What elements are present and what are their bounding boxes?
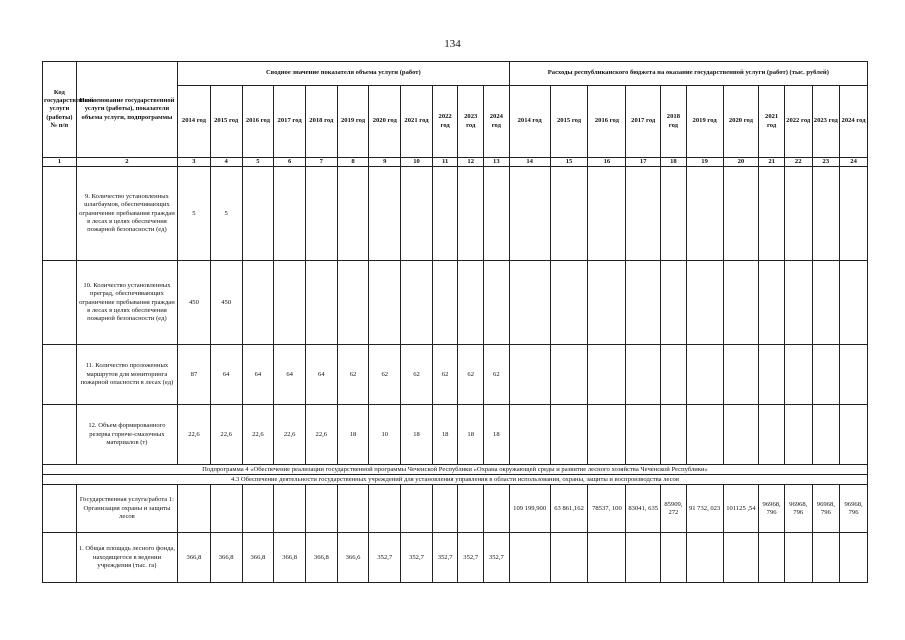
budget-cell: 63 861,162 xyxy=(550,485,588,533)
budget-cell xyxy=(840,405,868,465)
budget-cell xyxy=(661,261,687,345)
budget-cell: 109 199,900 xyxy=(509,485,550,533)
volume-cell xyxy=(305,485,337,533)
column-number: 1 xyxy=(43,158,77,167)
volume-cell xyxy=(274,485,306,533)
column-number: 8 xyxy=(337,158,369,167)
budget-cell xyxy=(661,345,687,405)
year-header-volume: 2021 год xyxy=(401,86,433,158)
year-header-budget: 2021 год xyxy=(759,86,785,158)
volume-cell xyxy=(401,261,433,345)
column-number: 2 xyxy=(76,158,177,167)
year-header-budget: 2024 год xyxy=(840,86,868,158)
column-number: 20 xyxy=(723,158,759,167)
year-header-volume: 2019 год xyxy=(337,86,369,158)
table-row xyxy=(43,345,868,405)
budget-cell xyxy=(588,345,626,405)
budget-cell xyxy=(661,167,687,261)
year-header-volume: 2023 год xyxy=(458,86,484,158)
table-row xyxy=(43,167,868,261)
column-number: 17 xyxy=(626,158,661,167)
column-number: 3 xyxy=(178,158,211,167)
row-name: Государственная услуга/работа 1: Организация охраны и защиты лесов xyxy=(76,485,177,533)
column-number: 6 xyxy=(274,158,306,167)
volume-cell: 352,7 xyxy=(401,533,433,583)
volume-cell: 64 xyxy=(274,345,306,405)
year-header-volume: 2017 год xyxy=(274,86,306,158)
budget-cell xyxy=(550,405,588,465)
volume-cell: 18 xyxy=(484,405,510,465)
row-name: 9. Количество установленных шлагбаумов, обеспечивающих ограничение пребывания граждан в лесах в целях обеспечения пожарной безопасности (ед) xyxy=(76,167,177,261)
budget-cell xyxy=(588,167,626,261)
row-code xyxy=(43,167,77,261)
budget-cell xyxy=(840,345,868,405)
volume-group-header: Сводное значение показателя объема услуги (работ) xyxy=(178,62,510,86)
row-code xyxy=(43,405,77,465)
budget-cell xyxy=(686,261,723,345)
column-number: 4 xyxy=(210,158,242,167)
volume-cell: 352,7 xyxy=(484,533,510,583)
year-header-volume: 2015 год xyxy=(210,86,242,158)
year-header-budget: 2015 год xyxy=(550,86,588,158)
column-number: 14 xyxy=(509,158,550,167)
column-number: 13 xyxy=(484,158,510,167)
budget-cell xyxy=(686,167,723,261)
subprogram-rows xyxy=(43,465,868,485)
volume-cell: 366,8 xyxy=(242,533,274,583)
volume-cell: 18 xyxy=(337,405,369,465)
row-code xyxy=(43,261,77,345)
budget-cell xyxy=(812,533,840,583)
volume-cell: 87 xyxy=(178,345,211,405)
rows-main xyxy=(43,167,868,465)
volume-cell xyxy=(274,167,306,261)
volume-cell: 62 xyxy=(458,345,484,405)
budget-cell xyxy=(812,405,840,465)
volume-cell: 366,8 xyxy=(210,533,242,583)
budget-cell xyxy=(723,533,759,583)
volume-cell xyxy=(432,485,458,533)
volume-cell: 22,6 xyxy=(178,405,211,465)
budget-cell xyxy=(626,533,661,583)
volume-cell xyxy=(458,261,484,345)
budget-cell: 101125 ,54 xyxy=(723,485,759,533)
budget-cell xyxy=(626,345,661,405)
volume-cell: 366,8 xyxy=(274,533,306,583)
volume-cell: 62 xyxy=(432,345,458,405)
code-header: Код государственной услуги (работы) № п/п xyxy=(43,62,77,158)
budget-cell xyxy=(784,405,812,465)
budget-cell xyxy=(759,533,785,583)
column-number: 5 xyxy=(242,158,274,167)
year-header-budget: 2018 год xyxy=(661,86,687,158)
volume-cell xyxy=(369,167,401,261)
volume-cell xyxy=(242,167,274,261)
budget-cell xyxy=(626,167,661,261)
year-header-budget: 2014 год xyxy=(509,86,550,158)
column-number: 10 xyxy=(401,158,433,167)
volume-cell: 64 xyxy=(305,345,337,405)
budget-cell xyxy=(840,261,868,345)
budget-cell xyxy=(550,533,588,583)
budget-cell xyxy=(784,345,812,405)
volume-cell xyxy=(369,261,401,345)
budget-cell xyxy=(686,533,723,583)
volume-cell xyxy=(484,485,510,533)
year-header-budget: 2016 год xyxy=(588,86,626,158)
volume-cell: 18 xyxy=(432,405,458,465)
table-row xyxy=(43,533,868,583)
year-header-budget: 2019 год xyxy=(686,86,723,158)
column-number: 16 xyxy=(588,158,626,167)
row-code xyxy=(43,345,77,405)
volume-cell xyxy=(432,261,458,345)
volume-cell xyxy=(337,485,369,533)
row-name: 11. Количество проложенных маршрутов для мониторинга пожарной опасности в лесах (ед) xyxy=(76,345,177,405)
budget-cell: 83041, 635 xyxy=(626,485,661,533)
volume-cell xyxy=(305,261,337,345)
budget-cell xyxy=(509,405,550,465)
budget-table xyxy=(42,61,868,583)
budget-cell xyxy=(840,167,868,261)
budget-cell xyxy=(509,533,550,583)
volume-cell xyxy=(458,485,484,533)
budget-cell xyxy=(550,167,588,261)
volume-cell: 18 xyxy=(458,405,484,465)
subprogram-title: Подпрограмма 4 «Обеспечение реализации государственной программы Чеченской Республики «Охрана окружающей среды и развитие лесного хозяйства Чеченской Республики» xyxy=(43,465,868,475)
volume-cell: 64 xyxy=(242,345,274,405)
budget-cell: 91 732, 023 xyxy=(686,485,723,533)
budget-cell xyxy=(661,405,687,465)
column-number: 21 xyxy=(759,158,785,167)
column-number: 7 xyxy=(305,158,337,167)
column-number: 23 xyxy=(812,158,840,167)
volume-cell: 366,8 xyxy=(305,533,337,583)
budget-cell xyxy=(550,261,588,345)
budget-cell xyxy=(723,345,759,405)
volume-cell: 62 xyxy=(401,345,433,405)
volume-cell: 366,6 xyxy=(337,533,369,583)
column-number: 18 xyxy=(661,158,687,167)
budget-group-header: Расходы республиканского бюджета на оказание государственной услуги (работ) (тыс. рублей) xyxy=(509,62,867,86)
page-number: 134 xyxy=(444,38,461,50)
budget-cell xyxy=(626,405,661,465)
column-number: 22 xyxy=(784,158,812,167)
column-number: 9 xyxy=(369,158,401,167)
volume-cell xyxy=(401,167,433,261)
volume-cell xyxy=(432,167,458,261)
budget-cell: 96968, 796 xyxy=(840,485,868,533)
volume-cell: 10 xyxy=(369,405,401,465)
row-code xyxy=(43,485,77,533)
budget-cell: 96968, 796 xyxy=(759,485,785,533)
column-number: 19 xyxy=(686,158,723,167)
column-number: 11 xyxy=(432,158,458,167)
volume-cell: 22,6 xyxy=(242,405,274,465)
column-numbers-row xyxy=(43,158,868,167)
volume-cell: 22,6 xyxy=(210,405,242,465)
volume-cell xyxy=(305,167,337,261)
budget-cell xyxy=(723,405,759,465)
budget-cell xyxy=(509,167,550,261)
volume-cell: 22,6 xyxy=(274,405,306,465)
volume-cell xyxy=(337,261,369,345)
year-header-volume: 2018 год xyxy=(305,86,337,158)
budget-cell xyxy=(509,261,550,345)
column-number: 12 xyxy=(458,158,484,167)
volume-cell: 62 xyxy=(337,345,369,405)
budget-cell xyxy=(588,405,626,465)
budget-cell xyxy=(686,345,723,405)
volume-cell: 352,7 xyxy=(458,533,484,583)
row-name: 12. Объем формированного резерва горюче-смазочных материалов (т) xyxy=(76,405,177,465)
volume-cell: 450 xyxy=(178,261,211,345)
volume-cell: 366,8 xyxy=(178,533,211,583)
volume-cell: 64 xyxy=(210,345,242,405)
budget-cell xyxy=(661,533,687,583)
row-name: 1. Общая площадь лесного фонда, находящегося в ведении учреждения (тыс. га) xyxy=(76,533,177,583)
year-header-volume: 2016 год xyxy=(242,86,274,158)
year-header-budget: 2023 год xyxy=(812,86,840,158)
row-code xyxy=(43,533,77,583)
budget-cell: 78537, 100 xyxy=(588,485,626,533)
year-header-volume: 2020 год xyxy=(369,86,401,158)
volume-cell: 22,6 xyxy=(305,405,337,465)
budget-cell xyxy=(759,405,785,465)
year-header-volume: 2024 год xyxy=(484,86,510,158)
year-header-budget: 2020 год xyxy=(723,86,759,158)
volume-cell: 62 xyxy=(369,345,401,405)
volume-cell xyxy=(178,485,211,533)
volume-cell xyxy=(458,167,484,261)
budget-cell xyxy=(509,345,550,405)
budget-cell xyxy=(784,167,812,261)
year-header-volume: 2014 год xyxy=(178,86,211,158)
volume-cell: 5 xyxy=(178,167,211,261)
budget-cell xyxy=(759,167,785,261)
budget-cell: 85909, 272 xyxy=(661,485,687,533)
table-row xyxy=(43,261,868,345)
year-header-budget: 2017 год xyxy=(626,86,661,158)
budget-cell xyxy=(759,261,785,345)
budget-cell xyxy=(723,261,759,345)
volume-cell: 62 xyxy=(484,345,510,405)
table-header xyxy=(43,62,868,167)
budget-cell xyxy=(840,533,868,583)
volume-cell: 450 xyxy=(210,261,242,345)
budget-cell xyxy=(784,261,812,345)
year-header-budget: 2022 год xyxy=(784,86,812,158)
volume-cell xyxy=(484,261,510,345)
budget-cell xyxy=(588,533,626,583)
volume-cell xyxy=(210,485,242,533)
column-number: 24 xyxy=(840,158,868,167)
budget-cell: 96968, 796 xyxy=(812,485,840,533)
budget-cell xyxy=(550,345,588,405)
volume-cell xyxy=(484,167,510,261)
row-name: 10. Количество установленных преград, обеспечивающих ограничение пребывания граждан в лесах в целях обеспечения пожарной безопасности (ед) xyxy=(76,261,177,345)
table-row xyxy=(43,485,868,533)
budget-cell xyxy=(759,345,785,405)
rows-subprogram xyxy=(43,485,868,583)
budget-cell xyxy=(812,167,840,261)
year-header-volume: 2022 год xyxy=(432,86,458,158)
volume-cell: 352,7 xyxy=(432,533,458,583)
volume-cell xyxy=(369,485,401,533)
budget-cell xyxy=(784,533,812,583)
budget-cell: 96968, 796 xyxy=(784,485,812,533)
budget-cell xyxy=(812,345,840,405)
volume-cell: 352,7 xyxy=(369,533,401,583)
section-title: 4.3 Обеспечение деятельности государственных учреждений для установления управления в области использования, охраны, защиты и воспроизводства лесов xyxy=(43,475,868,485)
budget-cell xyxy=(812,261,840,345)
volume-cell xyxy=(274,261,306,345)
volume-cell: 5 xyxy=(210,167,242,261)
budget-cell xyxy=(723,167,759,261)
volume-cell xyxy=(337,167,369,261)
budget-cell xyxy=(588,261,626,345)
volume-cell xyxy=(242,261,274,345)
volume-cell: 18 xyxy=(401,405,433,465)
budget-cell xyxy=(686,405,723,465)
column-number: 15 xyxy=(550,158,588,167)
budget-cell xyxy=(626,261,661,345)
name-header: Наименование государственной услуги (работы), показатели объема услуги, подпрограммы xyxy=(76,62,177,158)
volume-cell xyxy=(242,485,274,533)
volume-cell xyxy=(401,485,433,533)
table-row xyxy=(43,405,868,465)
